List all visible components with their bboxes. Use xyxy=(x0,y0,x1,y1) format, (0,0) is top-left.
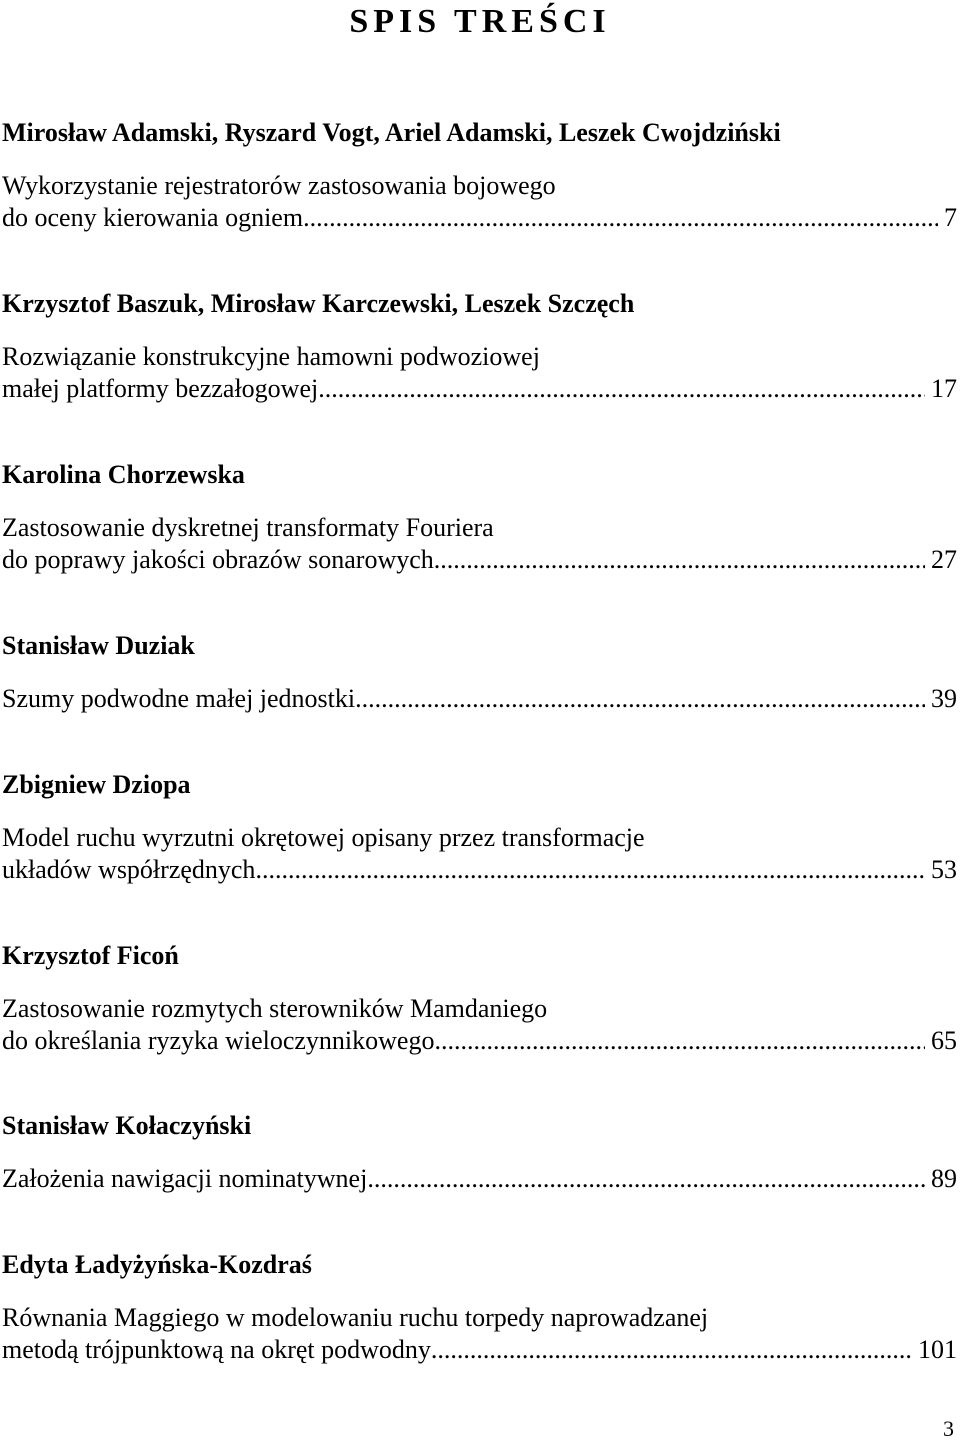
entry-title-text: układów współrzędnych xyxy=(2,855,256,884)
entry-page-number: 53 xyxy=(931,855,957,884)
entry-authors: Karolina Chorzewska xyxy=(2,460,245,489)
entry-title-line: Zastosowanie rozmytych sterowników Mamdaniego xyxy=(2,994,548,1023)
dot-leader xyxy=(431,1334,912,1366)
dot-leader xyxy=(367,1163,925,1195)
entry-page-number: 39 xyxy=(931,684,957,713)
entry-title-line: Równania Maggiego w modelowaniu ruchu torpedy naprowadzanej xyxy=(2,1303,709,1332)
dot-leader xyxy=(303,202,938,234)
entry-title-final-line xyxy=(2,1334,957,1366)
dot-leader xyxy=(434,544,925,576)
entry-authors: Mirosław Adamski, Ryszard Vogt, Ariel Adamski, Leszek Cwojdziński xyxy=(2,118,781,147)
entry-page-number: 89 xyxy=(931,1164,957,1193)
dot-leader xyxy=(255,854,925,886)
entry-title-line: Model ruchu wyrzutni okrętowej opisany przez transformacje xyxy=(2,823,645,852)
entry-title-final-line xyxy=(2,1025,957,1057)
entry-title-text: Szumy podwodne małej jednostki xyxy=(2,684,356,713)
toc-entry xyxy=(2,289,957,405)
entry-title-final-line xyxy=(2,683,957,715)
entry-title-line: Rozwiązanie konstrukcyjne hamowni podwoziowej xyxy=(2,342,540,371)
entry-authors: Zbigniew Dziopa xyxy=(2,770,191,799)
entry-title-text: Założenia nawigacji nominatywnej xyxy=(2,1164,368,1193)
page-title: SPIS TREŚCI xyxy=(349,3,611,40)
entry-authors: Krzysztof Baszuk, Mirosław Karczewski, Leszek Szczęch xyxy=(2,289,635,318)
entry-title-final-line xyxy=(2,854,957,886)
entry-title-final-line xyxy=(2,373,957,405)
entry-title-text: małej platformy bezzałogowej xyxy=(2,374,319,403)
entry-authors: Stanisław Duziak xyxy=(2,631,195,660)
entry-title-final-line xyxy=(2,1163,957,1195)
entry-authors: Edyta Ładyżyńska-Kozdraś xyxy=(2,1250,312,1279)
entry-page-number: 65 xyxy=(931,1026,957,1055)
toc-entry xyxy=(2,770,957,886)
toc-entry xyxy=(2,1111,957,1195)
entry-title-text: do oceny kierowania ogniem xyxy=(2,203,304,232)
entry-title-final-line xyxy=(2,202,957,234)
dot-leader xyxy=(434,1025,925,1057)
page-footer-number: 3 xyxy=(943,1416,954,1441)
toc-entry xyxy=(2,460,957,576)
entry-title-text: metodą trójpunktową na okręt podwodny xyxy=(2,1335,431,1364)
entry-title-line: Zastosowanie dyskretnej transformaty Fouriera xyxy=(2,513,494,542)
toc-entry xyxy=(2,941,957,1057)
entry-title-final-line xyxy=(2,544,957,576)
entry-page-number: 17 xyxy=(931,374,957,403)
entry-authors: Krzysztof Ficoń xyxy=(2,941,179,970)
toc-entry xyxy=(2,631,957,715)
entry-page-number: 7 xyxy=(944,203,957,232)
toc-entry xyxy=(2,1250,957,1366)
entry-title-line: Wykorzystanie rejestratorów zastosowania bojowego xyxy=(2,171,556,200)
dot-leader xyxy=(318,373,925,405)
entry-title-text: do określania ryzyka wieloczynnikowego xyxy=(2,1026,435,1055)
entry-page-number: 101 xyxy=(918,1335,957,1364)
entry-title-text: do poprawy jakości obrazów sonarowych xyxy=(2,545,434,574)
toc-entry xyxy=(2,118,957,234)
dot-leader xyxy=(355,683,925,715)
entry-authors: Stanisław Kołaczyński xyxy=(2,1111,252,1140)
entry-page-number: 27 xyxy=(931,545,957,574)
